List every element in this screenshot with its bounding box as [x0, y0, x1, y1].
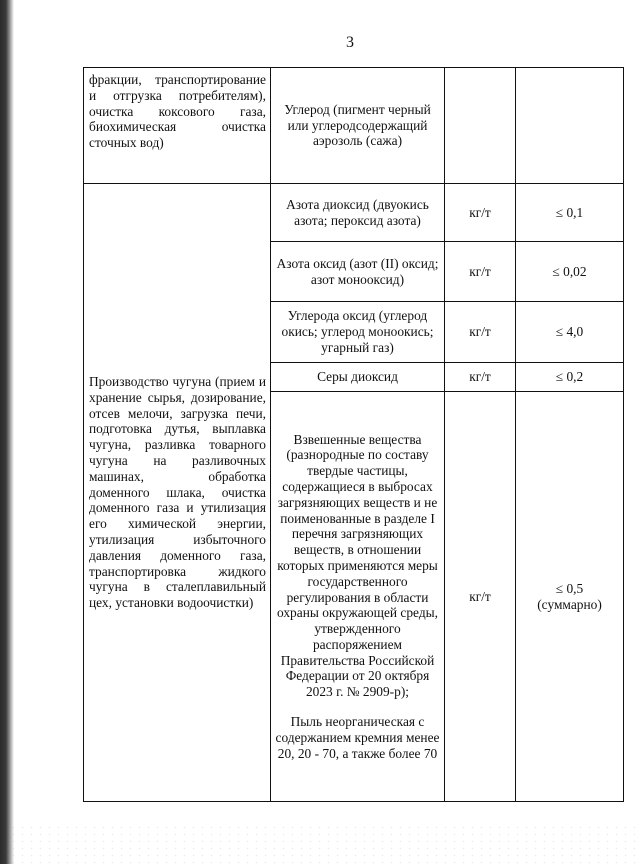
unit-cell: кг/т — [445, 363, 516, 392]
substance-cell — [271, 392, 445, 802]
substance-cell: Азота диоксид (двуокись азота; пероксид азота) — [271, 184, 445, 242]
norm-cell: ≤ 0,02 — [516, 242, 624, 302]
substance-cell: Углерод (пигмент черный или углеродсодержащий аэрозоль (сажа) — [271, 68, 445, 184]
norm-value: ≤ 0,5 — [555, 580, 584, 596]
scan-noise — [0, 824, 640, 864]
emissions-table — [83, 67, 624, 802]
substance-text: Пыль неорганическая с содержанием кремния менее 20, 20 - 70, а также более 70 — [275, 714, 440, 761]
substance-cell: Углерода оксид (углерод окись; углерод моноокись; угарный газ) — [271, 302, 445, 363]
paragraph-gap — [274, 700, 441, 714]
unit-cell: кг/т — [445, 184, 516, 242]
table-row — [84, 68, 624, 184]
unit-cell: кг/т — [445, 242, 516, 302]
norm-cell — [516, 392, 624, 802]
substance-cell: Серы диоксид — [271, 363, 445, 392]
table-row — [84, 184, 624, 242]
norm-cell: ≤ 4,0 — [516, 302, 624, 363]
process-cell: Производство чугуна (прием и хранение сырья, дозирование, отсев мелочи, загрузка печи, подготовка дутья, выплавка чугуна, разливка товарного чугуна на разливочных машинах, обработка доменного шлака, очистка доменного газа и утилизация его химической энергии, утилизация избыточного давления доменного газа, транспортировка жидкого чугуна в сталеплавильный цех, установки водоочистки) — [84, 184, 271, 802]
substance-text: Взвешенные вещества (разнородные по составу твердые частицы, содержащиеся в выбросах загрязняющих веществ и не поименованные в разделе I перечня загрязняющих веществ, в отношении которых применяются меры государственного регулирования в области охраны окружающей среды, утвержденного распоряжением Правительства Российской Федерации от 20 октября 2023 г. № 2909-р); — [277, 431, 438, 700]
unit-cell: кг/т — [445, 392, 516, 802]
norm-note: (суммарно) — [537, 596, 602, 612]
norm-cell: ≤ 0,1 — [516, 184, 624, 242]
unit-cell — [445, 68, 516, 184]
scan-edge — [0, 0, 14, 864]
norm-cell: ≤ 0,2 — [516, 363, 624, 392]
substance-cell: Азота оксид (азот (II) оксид; азот монооксид) — [271, 242, 445, 302]
process-cell: фракции, транспортирование и отгрузка потребителям), очистка коксового газа, биохимическая очистка сточных вод) — [84, 68, 271, 184]
page-number: 3 — [346, 34, 354, 51]
unit-cell: кг/т — [445, 302, 516, 363]
norm-cell — [516, 68, 624, 184]
